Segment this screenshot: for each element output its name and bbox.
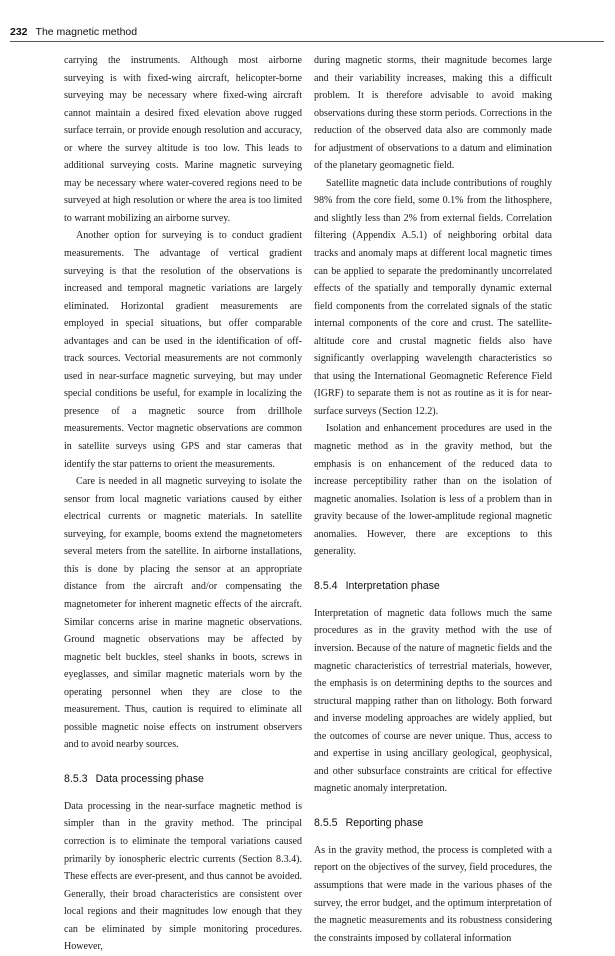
paragraph: Satellite magnetic data include contributions of roughly 98% from the core field, some 0.1% from the lithosphere, and slightly less than 2% from external fields. Correlation filtering (Appendix A.5.1) of neighboring orbital data tracks and anomaly maps at different local magnetic times can be applied to separate the predominantly uncorrelated effects of the spatially and temporally dynamic external field components from the correlated signals of the static internal components of the core and crust. The satellite-altitude core and crustal magnetic fields also have significantly overlapping wavelength characteristics so that using the International Geomagnetic Reference Field (IGRF) to separate them is not as routine as it is for near-surface surveys (Section 12.2). — [314, 177, 552, 417]
section-number: 8.5.3 — [64, 772, 88, 785]
page-number: 232 — [10, 26, 28, 38]
section-heading-8-5-4 — [314, 579, 552, 593]
running-header — [10, 26, 604, 38]
paragraph: As in the gravity method, the process is completed with a report on the objectives of the survey, field procedures, the assumptions that were made in the various phases of the survey, the error budget, and the optimum interpretation of the magnetic measurements and its robustness considering the constraints imposed by collateral information — [314, 844, 552, 944]
running-title: The magnetic method — [35, 26, 138, 38]
section-title: Interpretation phase — [345, 579, 440, 592]
paragraph: during magnetic storms, their magnitude becomes large and their variability increases, making this a difficult problem. It is therefore advisable to avoid making observations during these storm periods. Corrections in the reduction of the observed data also are commonly made for adjustment of observations to a datum and elimination of the planetary geomagnetic field. — [314, 55, 552, 172]
header-rule — [10, 41, 604, 42]
paragraph: Interpretation of magnetic data follows much the same procedures as in the gravity method with the use of inversion. Because of the nature of magnetic fields and the magnetic characteristics of terrestrial materials, however, the emphasis is on determining depths to the sources and structural mapping rather than on lithology. Both forward and inverse modeling approaches are widely applied, but the outcomes of course are never unique. Thus, access to and expertise in using ancillary geological, geophysical, and other subsurface constraints are critical for effective magnetic anomaly interpretation. — [314, 607, 552, 795]
section-heading-8-5-5 — [314, 816, 552, 830]
paragraph: Care is needed in all magnetic surveying to isolate the sensor from local magnetic variations caused by either electrical currents or magnetic materials. In satellite surveying, for example, booms extend the magnetometers several meters from the satellite. In airborne installations, this is done by placing the sensor at an appropriate distance from the aircraft and/or compensating the magnetometer for inherent magnetic effects of the aircraft. Similar concerns arise in marine magnetic observations. Ground magnetic observations may be affected by magnetic belt buckles, steel shanks in boots, screws in eyeglasses, and similar magnetic materials worn by the operating personnel when they are close to the measurement. Thus, caution is required to eliminate all possible magnetic noise effects on instrument observers and to avoid nearby sources. — [64, 476, 302, 751]
paragraph: Isolation and enhancement procedures are used in the magnetic method as in the gravity method, but the emphasis is on enhancement of the reduced data to increase perceptibility rather than on the isolation of magnetic anomalies. Isolation is less of a problem than in gravity because of the lower-amplitude regional magnetic anomalies. However, there are exceptions to this generality. — [314, 423, 552, 558]
section-title: Data processing phase — [95, 772, 204, 785]
paragraph: Data processing in the near-surface magnetic method is simpler than in the gravity method. The principal correction is to eliminate the temporal variations caused primarily by ionospheric electric currents (Section 8.3.4). These effects are ever-present, and thus cannot be avoided. Generally, their broad characteristics are consistent over local regions and their magnitudes low enough that they can be eliminated by simple monitoring procedures. However, — [64, 800, 302, 953]
left-column — [64, 52, 302, 956]
section-number: 8.5.5 — [314, 816, 338, 829]
section-title: Reporting phase — [345, 816, 424, 829]
section-heading-8-5-3 — [64, 772, 302, 786]
paragraph: Another option for surveying is to conduct gradient measurements. The advantage of vertical gradient surveying is that the resolution of the observations is increased and temporal magnetic variations are largely eliminated. Horizontal gradient measurements are employed in special situations, but offer comparable advantages and can be used in the identification of off-track sources. Vectorial measurements are not commonly used in near-surface magnetic surveying, but may under special conditions be useful, for example in localizing the presence of a magnetic source from drillhole measurements. Vector magnetic observations are common in satellite surveys using GPS and star cameras that identify the star patterns to orient the measurements. — [64, 230, 302, 470]
section-number: 8.5.4 — [314, 579, 338, 592]
paragraph: carrying the instruments. Although most airborne surveying is with fixed-wing aircraft, helicopter-borne surveying may be necessary where fixed-wing aircraft cannot maintain a desired fixed elevation above rugged surface terrain, or provide enough resolution and accuracy, or where the survey altitude is too low. This leads to additional surveying costs. Marine magnetic surveying may be necessary where water-covered regions need to be surveyed at high resolution or where the area is too limited to warrant mobilizing an airborne survey. — [64, 55, 302, 224]
right-column — [314, 52, 552, 947]
